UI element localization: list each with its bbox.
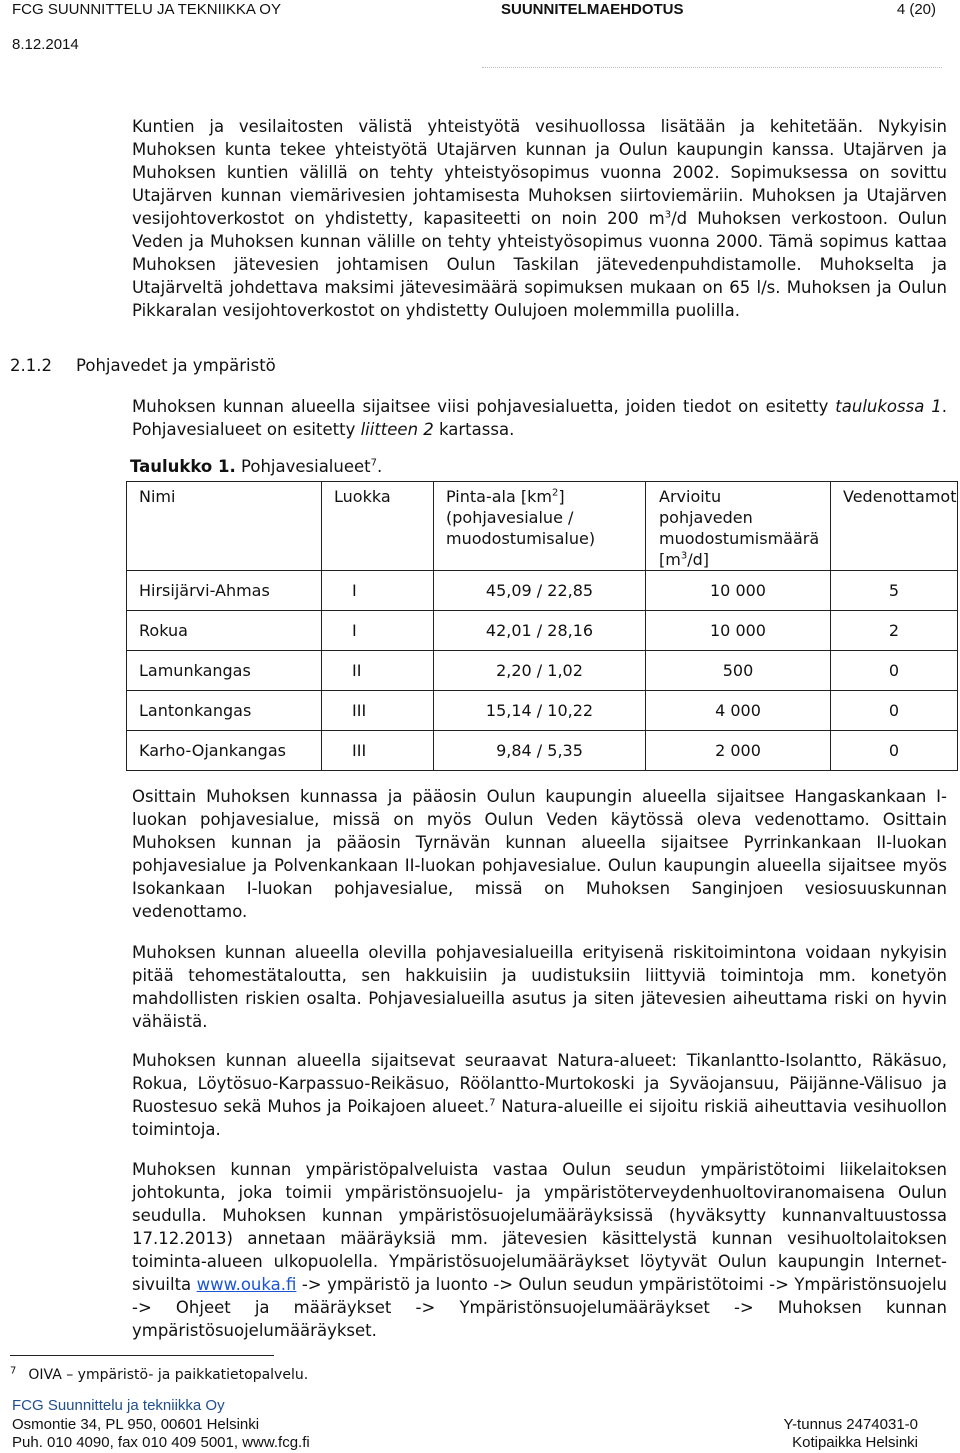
cell-class: III <box>322 731 434 771</box>
footer-business-id: Y-tunnus 2474031-0 <box>783 1415 918 1433</box>
superscript-3: 3 <box>664 209 672 221</box>
cell-name: Rokua <box>127 611 322 651</box>
cell-volume: 10 000 <box>646 611 831 651</box>
table-row <box>127 691 958 731</box>
table-row <box>127 611 958 651</box>
reference-appendix-2: liitteen 2 <box>360 420 434 439</box>
cell-class: II <box>322 651 434 691</box>
cell-intakes: 5 <box>831 571 958 611</box>
groundwater-areas-table <box>126 481 958 771</box>
table-caption-footnote-ref: 7 <box>370 457 378 469</box>
table-row <box>127 571 958 611</box>
cell-class: I <box>322 611 434 651</box>
cell-area: 45,09 / 22,85 <box>434 571 646 611</box>
table-caption <box>130 457 382 476</box>
column-header-intakes: Vedenottamot <box>831 482 958 571</box>
column-header-volume <box>646 482 831 571</box>
column-header-area-a: Pinta-ala [km <box>446 487 552 506</box>
paragraph-cooperation-text-a: Kuntien ja vesilaitosten välistä yhteistyötä vesihuollossa lisätään ja kehitetään. Nykyisin Muhoksen kunta tekee yhteistyötä Utajärven kunnan ja Oulun kaupungin kanssa. Utajärven ja Muhoksen kuntien välillä on tehty yhteistyösopimus vuonna 2002. Sopimuksessa on sovittu Utajärven kunnan viemärivesien johtamisesta Muhoksen siirtoviemäriin. Muhoksen ja Utajärven vesijohtoverkostot on yhdistetty, kapasiteetti on noin 200 m <box>132 117 947 228</box>
column-header-volume-sup: 3 <box>680 550 688 562</box>
footer-domicile: Kotipaikka Helsinki <box>792 1434 918 1451</box>
ouka-link[interactable]: www.ouka.fi <box>196 1275 297 1294</box>
paragraph-neighbouring-areas: Osittain Muhoksen kunnassa ja pääosin Oulun kaupungin alueella sijaitsee Hangaskankaan I-luokan pohjavesialue, missä on myös Oulun Veden käytössä oleva vedenottamo. Osittain Muhoksen kunnan ja pääosin Tyrnävän kunnan alueella sijaitsee Pyrrinkankaan II-luokan pohjavesialue ja Polvenkankaan II-luokan pohjavesialue. Oulun kaupungin alueella sijaitsee myös Isokankaan I-luokan pohjavesialue, missä on Muhoksen Sanginjoen vesiosuuskunnan vedenottamo. <box>132 787 947 921</box>
paragraph-environment-services-b: -> ympäristö ja luonto -> Oulun seudun ympäristötoimi -> Ympäristönsuojelu -> Ohjeet ja määräykset -> Ympäristönsuojelumääräykset -> Muhoksen kunnan ympäristösuojelumääräykset. <box>132 1275 947 1340</box>
section-heading <box>10 356 276 375</box>
footer-company: FCG Suunnittelu ja tekniikka Oy <box>12 1397 225 1414</box>
paragraph-groundwater-intro-a: Muhoksen kunnan alueella sijaitsee viisi pohjavesialuetta, joiden tiedot on esitetty <box>132 397 836 416</box>
table-caption-label: Taulukko 1. <box>130 457 236 476</box>
footnote-text: OIVA – ympäristö- ja paikkatietopalvelu. <box>28 1367 309 1383</box>
footnote-divider <box>10 1355 274 1356</box>
table-header-row <box>127 482 958 571</box>
paragraph-natura <box>132 1049 947 1141</box>
cell-name: Lantonkangas <box>127 691 322 731</box>
cell-name: Hirsijärvi-Ahmas <box>127 571 322 611</box>
cell-intakes: 0 <box>831 731 958 771</box>
cell-name: Lamunkangas <box>127 651 322 691</box>
column-header-area-b: ] (pohjavesialue / muodostumisalue) <box>446 487 596 548</box>
section-title: Pohjavedet ja ympäristö <box>76 356 276 375</box>
footnote <box>10 1367 308 1383</box>
paragraph-cooperation <box>132 115 947 322</box>
paragraph-groundwater-intro-b: . Pohjavesialueet on esitetty <box>132 397 948 439</box>
cell-class: I <box>322 571 434 611</box>
footer-right <box>783 1416 918 1453</box>
paragraph-risks: Muhoksen kunnan alueella olevilla pohjavesialueilla erityisenä riskitoimintona voidaan nykyisin pitää tehomestätaloutta, sen hakkuisiin ja uudistuksiin liittyviä toimintoja mm. konetyön mahdollisten riskien osalta. Pohjavesialueilla asutus ja siten jätevesien aiheuttama riski on hyvin vähäistä. <box>132 943 947 1031</box>
cell-area: 2,20 / 1,02 <box>434 651 646 691</box>
column-header-area <box>434 482 646 571</box>
cell-volume: 10 000 <box>646 571 831 611</box>
paragraph-groundwater-intro <box>132 395 947 441</box>
reference-table-1: taulukossa 1 <box>835 397 942 416</box>
header-divider <box>482 67 942 68</box>
footer-phone: Puh. 010 4090, fax 010 409 5001, www.fcg.fi <box>12 1434 310 1451</box>
cell-area: 9,84 / 5,35 <box>434 731 646 771</box>
section-number: 2.1.2 <box>10 356 52 375</box>
column-header-volume-b: /d] <box>687 550 709 569</box>
paragraph-natura-a: Muhoksen kunnan alueella sijaitsevat seuraavat Natura-alueet: Tikanlantto-Isolantto, Räkäsuo, Rokua, Löytösuo-Karpassuo-Reikäsuo, Röölantto-Murtokoski ja Syväojansuu, Päijänne-Välisuo ja Ruostesuo sekä Muhos ja Poikajoen alueet. <box>132 1051 947 1116</box>
column-header-area-sup: 2 <box>551 487 559 499</box>
cell-name: Karho-Ojankangas <box>127 731 322 771</box>
footer-left <box>12 1397 310 1453</box>
page-header <box>12 0 948 52</box>
cell-area: 42,01 / 28,16 <box>434 611 646 651</box>
header-doc-type: SUUNNITELMAEHDOTUS <box>501 1 684 18</box>
column-header-volume-a: Arvioitu pohjaveden muodostumismäärä [m <box>659 487 820 569</box>
paragraph-cooperation-text-b: /d Muhoksen verkostoon. Oulun Veden ja Muhoksen kunnan välille on tehty yhteistyösopimus vuonna 2000. Tämä sopimus kattaa Muhoksen jätevesien johtamisen Oulun Taskilan jätevedenpuhdistamolle. Muhokselta ja Utajärveltä johdettava maksimi jätevesimäärä sopimuksen mukaan on 65 l/s. Muhoksen ja Oulun Pikkaralan vesijohtoverkostot on yhdistetty Oulujoen molemmilla puolilla. <box>132 209 947 320</box>
cell-intakes: 0 <box>831 651 958 691</box>
paragraph-environment-services <box>132 1158 947 1342</box>
cell-volume: 2 000 <box>646 731 831 771</box>
footer-address: Osmontie 34, PL 950, 00601 Helsinki <box>12 1415 260 1433</box>
table-caption-text: Pohjavesialueet <box>235 457 371 476</box>
cell-volume: 4 000 <box>646 691 831 731</box>
cell-intakes: 0 <box>831 691 958 731</box>
table-row <box>127 731 958 771</box>
cell-intakes: 2 <box>831 611 958 651</box>
header-company: FCG SUUNNITTELU JA TEKNIIKKA OY <box>12 1 281 18</box>
cell-area: 15,14 / 10,22 <box>434 691 646 731</box>
paragraph-natura-b: Natura-alueille ei sijoitu riskiä aiheuttavia vesihuollon toimintoja. <box>132 1097 948 1139</box>
paragraph-environment-services-a: Muhoksen kunnan ympäristöpalveluista vastaa Oulun seudun ympäristötoimi liikelaitoksen johtokunta, joka toimii ympäristönsuojelu- ja ympäristöterveydenhuoltoviranomaisena Oulun seudulla. Muhoksen kunnan ympäristösuojelumääräyksissä (hyväksytty kunnanvaltuustossa 17.12.2013) annetaan määräyksiä mm. jätevesien käsittelystä kunnan vesihuoltolaitoksen toiminta-alueen ulkopuolella. Ympäristösuojelumääräykset löytyvät Oulun kaupungin Internet-sivuilta <box>132 1160 947 1294</box>
header-date: 8.12.2014 <box>12 36 79 53</box>
column-header-name: Nimi <box>127 482 322 571</box>
paragraph-groundwater-intro-c: kartassa. <box>433 420 515 439</box>
header-page-number: 4 (20) <box>896 1 936 18</box>
column-header-class: Luokka <box>322 482 434 571</box>
superscript-footnote-7: 7 <box>489 1097 496 1109</box>
table-row <box>127 651 958 691</box>
table-caption-end: . <box>377 457 383 476</box>
cell-class: III <box>322 691 434 731</box>
footnote-mark: 7 <box>10 1365 17 1377</box>
cell-volume: 500 <box>646 651 831 691</box>
